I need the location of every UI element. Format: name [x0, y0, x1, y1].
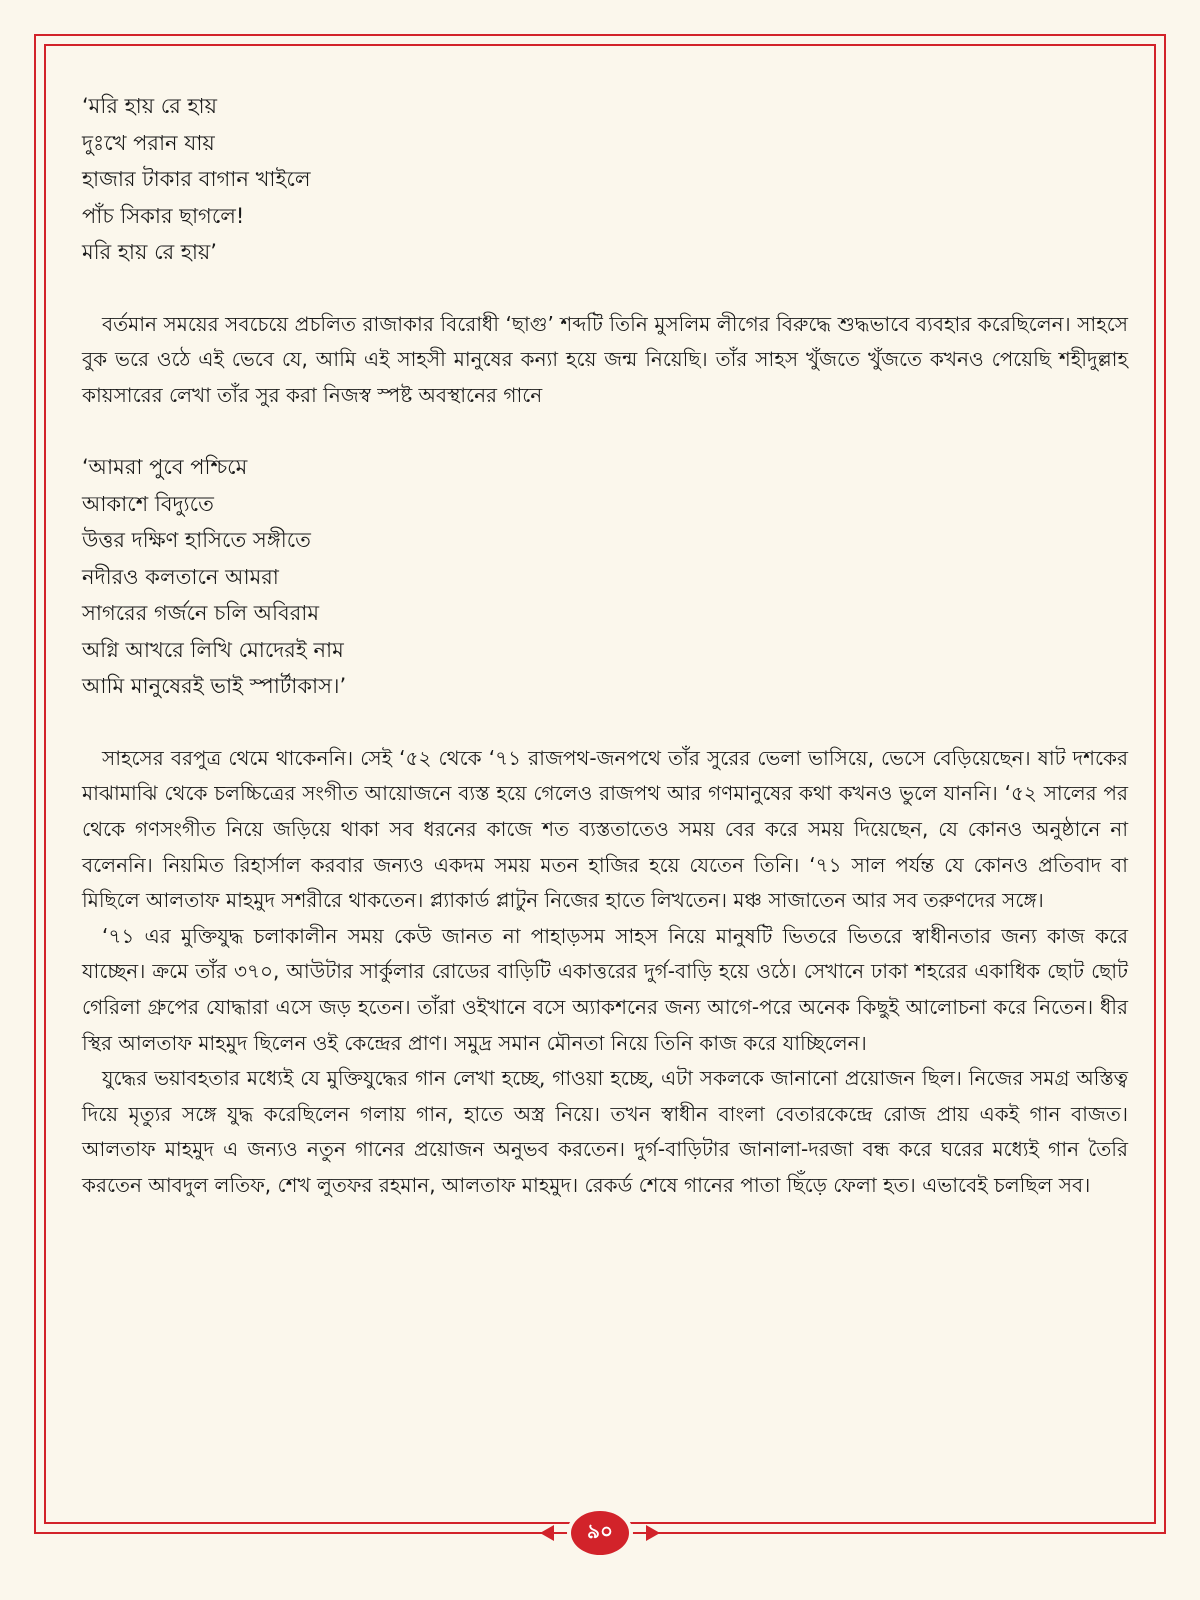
- verse-line: ‘আমরা পুবে পশ্চিমে: [82, 455, 248, 480]
- paragraph-2: সাহসের বরপুত্র থেমে থাকেননি। সেই ‘৫২ থেকে ‘৭১ রাজপথ-জনপথে তাঁর সুরের ভেলা ভাসিয়ে, ভেসে বেড়িয়েছেন। ষাট দশকের মাঝামাঝি থেকে চলচ্চিত্রের সংগীত আয়োজনে ব্যস্ত হয়ে গেলেও রাজপথ আর গণমানুষের কথা কখনও ভুলে যাননি। ‘৫২ সালের পর থেকে গণসংগীত নিয়ে জড়িয়ে থাকা সব ধরনের কাজে শত ব্যস্ততাতেও সময় বের করে সময় দিয়েছেন, যে কোনও অনুষ্ঠানে না বলেননি। নিয়মিত রিহার্সাল করবার জন্যও একদম সময় মতন হাজির হয়ে যেতেন তিনি। ‘৭১ সাল পর্যন্ত যে কোনও প্রতিবাদ বা মিছিলে আলতাফ মাহমুদ সশরীরে থাকতেন। প্ল্যাকার্ড প্লাটুন নিজের হাতে লিখতেন। মঞ্চ সাজাতেন আর সব তরুণদের সঙ্গে।: [82, 745, 1128, 913]
- page-number: ৯০: [571, 1511, 629, 1555]
- verse-line: নদীরও কলতানে আমরা: [82, 564, 279, 589]
- verse-line: ‘মরি হায় রে হায়: [82, 94, 217, 118]
- verse-line: দুঃখে পরান যায়: [82, 130, 215, 155]
- song-verse-1: [82, 88, 1128, 271]
- right-ornament-icon: [646, 1525, 660, 1541]
- left-ornament-icon: [540, 1525, 554, 1541]
- verse-line: অগ্নি আখরে লিখি মোদেরই নাম: [82, 637, 344, 662]
- song-verse-2: [82, 449, 1128, 705]
- page-body: [82, 88, 1128, 1204]
- verse-line: আকাশে বিদ্যুতে: [82, 491, 214, 516]
- verse-line: হাজার টাকার বাগান খাইলে: [82, 167, 311, 191]
- verse-line: সাগরের গর্জনে চলি অবিরাম: [82, 601, 319, 626]
- paragraph-3: ‘৭১ এর মুক্তিযুদ্ধ চলাকালীন সময় কেউ জানত না পাহাড়সম সাহস নিয়ে মানুষটি ভিতরে ভিতরে স্বাধীনতার জন্য কাজ করে যাচ্ছেন। ক্রমে তাঁর ৩৭০, আউটার সার্কুলার রোডের বাড়িটি একাত্তরের দুর্গ-বাড়ি হয়ে ওঠে। সেখানে ঢাকা শহরের একাধিক ছোট ছোট গেরিলা গ্রুপের যোদ্ধারা এসে জড় হতেন। তাঁরা ওইখানে বসে অ্যাকশনের জন্য আগে-পরে অনেক কিছুই আলোচনা করে নিতেন। ধীর স্থির আলতাফ মাহমুদ ছিলেন ওই কেন্দ্রের প্রাণ। সমুদ্র সমান মৌনতা নিয়ে তিনি কাজ করে যাচ্ছিলেন।: [82, 923, 1128, 1055]
- verse-line: আমি মানুষেরই ভাই স্পার্টাকাস।’: [82, 674, 347, 699]
- verse-line: মরি হায় রে হায়’: [82, 240, 217, 264]
- verse-line: পাঁচ সিকার ছাগলে!: [82, 203, 245, 228]
- verse-line: উত্তর দক্ষিণ হাসিতে সঙ্গীতে: [82, 528, 311, 553]
- paragraph-4: যুদ্ধের ভয়াবহতার মধ্যেই যে মুক্তিযুদ্ধের গান লেখা হচ্ছে, গাওয়া হচ্ছে, এটা সকলকে জানানো প্রয়োজন ছিল। নিজের সমগ্র অস্তিত্ব দিয়ে মৃত্যুর সঙ্গে যুদ্ধ করেছিলেন গলায় গান, হাতে অস্ত্র নিয়ে। তখন স্বাধীন বাংলা বেতারকেন্দ্রে রোজ প্রায় একই গান বাজত। আলতাফ মাহমুদ এ জন্যও নতুন গানের প্রয়োজন অনুভব করতেন। দুর্গ-বাড়িটার জানালা-দরজা বন্ধ করে ঘরের মধ্যেই গান তৈরি করতেন আবদুল লতিফ, শেখ লুতফর রহমান, আলতাফ মাহমুদ। রেকর্ড শেষে গানের পাতা ছিঁড়ে ফেলা হত। এভাবেই চলছিল সব।: [82, 1066, 1128, 1197]
- paragraph-1: বর্তমান সময়ের সবচেয়ে প্রচলিত রাজাকার বিরোধী ‘ছাগু’ শব্দটি তিনি মুসলিম লীগের বিরুদ্ধে শুদ্ধভাবে ব্যবহার করেছিলেন। সাহসে বুক ভরে ওঠে এই ভেবে যে, আমি এই সাহসী মানুষের কন্যা হয়ে জন্ম নিয়েছি। তাঁর সাহস খুঁজতে খুঁজতে কখনও পেয়েছি শহীদুল্লাহ কায়সারের লেখা তাঁর সুর করা নিজস্ব স্পষ্ট অবস্থানের গানে: [82, 311, 1128, 407]
